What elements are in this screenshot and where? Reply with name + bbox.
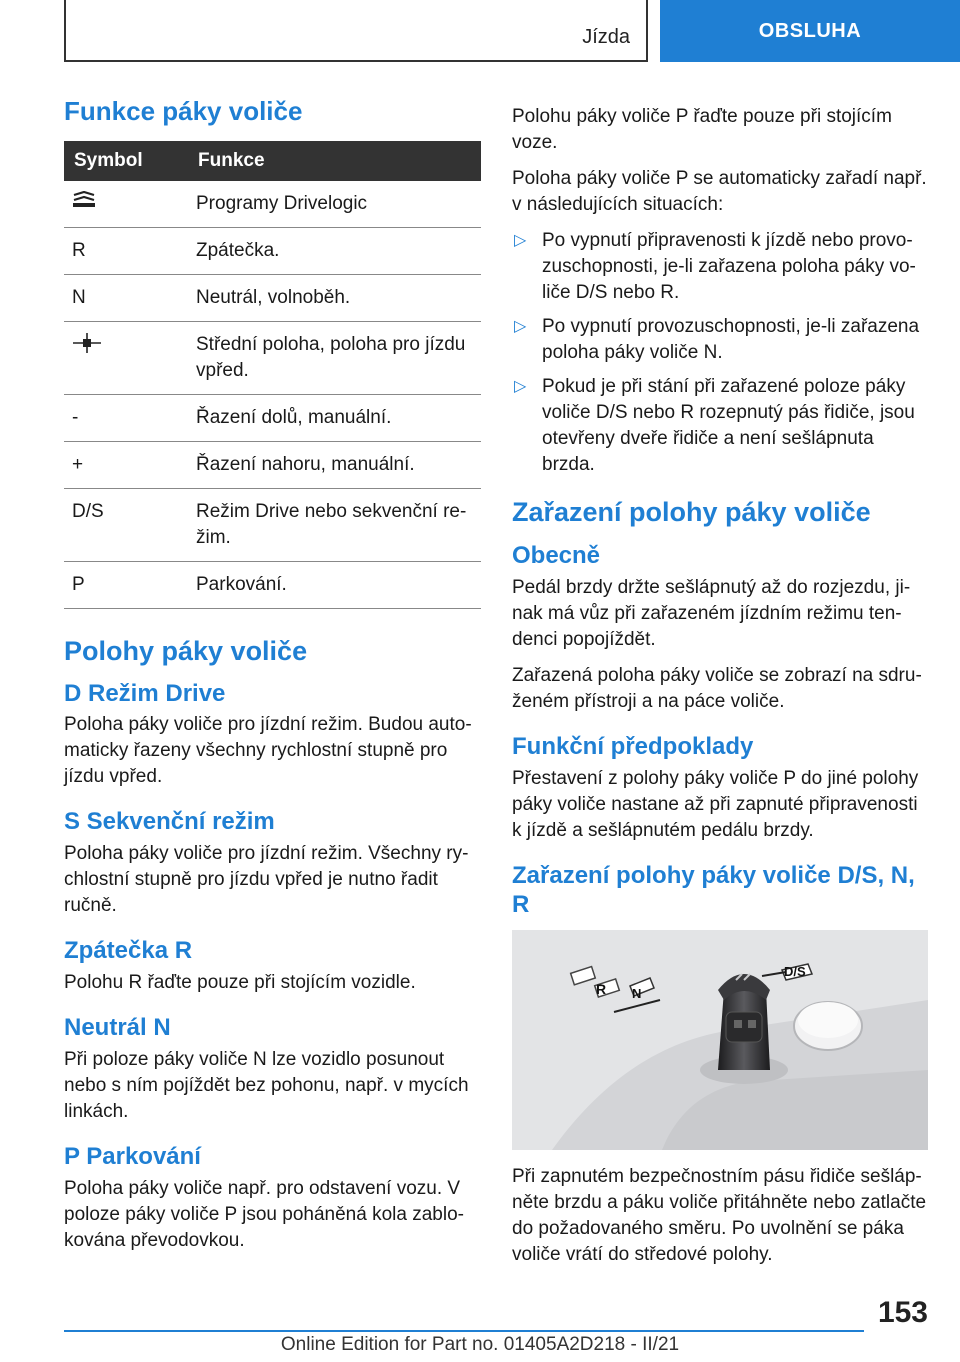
auto-p-list [512,228,928,478]
section-title-drive: D Režim Drive [64,679,226,707]
photo-label-n: N [632,985,642,1001]
header-frame [64,0,648,62]
page-number: 153 [877,1296,928,1329]
triangle-bullet-icon: ▷ [514,232,527,249]
function-cell: Zpátečka. [188,228,481,275]
positions-title: Polohy páky voliče [64,636,308,667]
table-title: Funkce páky voliče [64,96,303,126]
chapter-tab[interactable]: OBSLUHA [660,0,960,62]
triangle-bullet-icon: ▷ [514,378,527,395]
symbol-cell [64,181,188,228]
prereq-text: Přestavení z polohy páky voliče P do jiné polohy páky voliče nastane až při zapnuté připravenosti k jízdě a sešlápnutém pedálu brzdy. [512,767,919,841]
table-row [64,228,481,275]
gear-selector-illustration [512,930,928,1150]
triangle-bullet-icon: ▷ [514,318,527,335]
symbol-cell: P [64,562,188,609]
center-position-icon [72,332,102,362]
list-item: ▷ Po vypnutí provozuschopnosti, je-li zařazena poloha páky voliče N. [514,316,920,363]
page-header [0,0,960,66]
list-item: ▷ Po vypnutí připravenosti k jízdě nebo provo-zuschopnosti, je-li zařazena poloha páky vo-liče D/S nebo R. [514,230,916,303]
paragraph-p-auto: Poloha páky voliče P se automaticky zařadí např. v následujících situacích: [512,168,927,215]
list-item: ▷ Pokud je při stání při zařazené poloze páky voliče D/S nebo R rozepnutý pás řidiče, jsou otevřeny dveře řidiče a není sešlápnuta brzda. [514,376,915,475]
section-text-reverse: Polohu R řaďte pouze při stojícím vozidle. [64,971,416,993]
symbol-cell: - [64,395,188,442]
table-header-row [64,141,481,181]
function-cell: Řazení dolů, manuální. [188,395,481,442]
footer-rule [64,1330,864,1332]
drivelogic-icon [72,191,98,217]
final-text: Při zapnutém bezpečnostním pásu řidiče sešláp-něte brzdu a páku voliče přitáhněte nebo zatlačte do požadovaného směru. Po uvolnění se páka voliče vrátí do středové polohy. [512,1165,927,1265]
engage-title: Zařazení polohy páky voliče [512,497,871,527]
section-text-neutral: Při poloze páky voliče N lze vozidlo posunout nebo s ním pojíždět bez pohonu, např. v mycích linkách. [64,1048,469,1122]
col-header-function: Funkce [188,141,481,181]
photo-label-r: R [596,980,607,997]
table-row [64,442,481,489]
gear-selector-photo [512,930,928,1150]
section-text-park: Poloha páky voliče např. pro odstavení vozu. V poloze páky voliče P jsou poháněná kola zablo-kována převodovkou. [64,1177,464,1251]
table-row [64,395,481,442]
symbol-cell: + [64,442,188,489]
symbol-cell [64,322,188,395]
section-title-reverse: Zpátečka R [64,937,193,965]
general-title: Obecně [512,542,601,570]
function-cell: Střední poloha, poloha pro jízdu vpřed. [188,322,481,395]
section-title-park: P Parkování [64,1142,201,1170]
photo-label-ds: D/S [784,963,806,979]
table-row [64,489,481,562]
edition-footer: Online Edition for Part no. 01405A2D218 - II/21 [280,1334,680,1355]
section-text-drive: Poloha páky voliče pro jízdní režim. Budou auto-maticky řazeny všechny rychlostní stupně pro jízdu vpřed. [64,714,472,788]
symbol-cell: D/S [64,489,188,562]
function-cell: Řazení nahoru, manuální. [188,442,481,489]
right-column [512,104,928,1278]
table-row [64,562,481,609]
function-table [64,141,481,609]
general-text-1: Pedál brzdy držte sešlápnutý až do rozjezdu, ji-nak má vůz při zařazeném jízdním režimu ten-denci popojíždět. [512,577,911,651]
table-row [64,322,481,395]
section-title-sequential: S Sekvenční režim [64,808,275,836]
left-column [64,96,481,1264]
table-row [64,181,481,228]
dsnr-title: Zařazení polohy páky voliče D/S, N, R [512,861,915,918]
function-cell: Parkování. [188,562,481,609]
prereq-title: Funkční předpoklady [512,733,754,761]
function-cell: Režim Drive nebo sekvenční re-žim. [188,489,481,562]
general-text-2: Zařazená poloha páky voliče se zobrazí na sdru-ženém přístroji a na páce voliče. [512,665,922,713]
col-header-symbol: Symbol [64,141,188,181]
function-cell: Programy Drivelogic [188,181,481,228]
section-text-sequential: Poloha páky voliče pro jízdní režim. Všechny ry-chlostní stupně pro jízdu vpřed je nutno řadit ručně. [64,843,469,917]
section-title-neutral: Neutrál N [64,1013,171,1041]
function-cell: Neutrál, volnoběh. [188,275,481,322]
symbol-cell: R [64,228,188,275]
paragraph-p-stationary: Polohu páky voliče P řaďte pouze při stojícím voze. [512,106,892,153]
table-row [64,275,481,322]
section-name: Jízda [582,26,630,48]
symbol-cell: N [64,275,188,322]
